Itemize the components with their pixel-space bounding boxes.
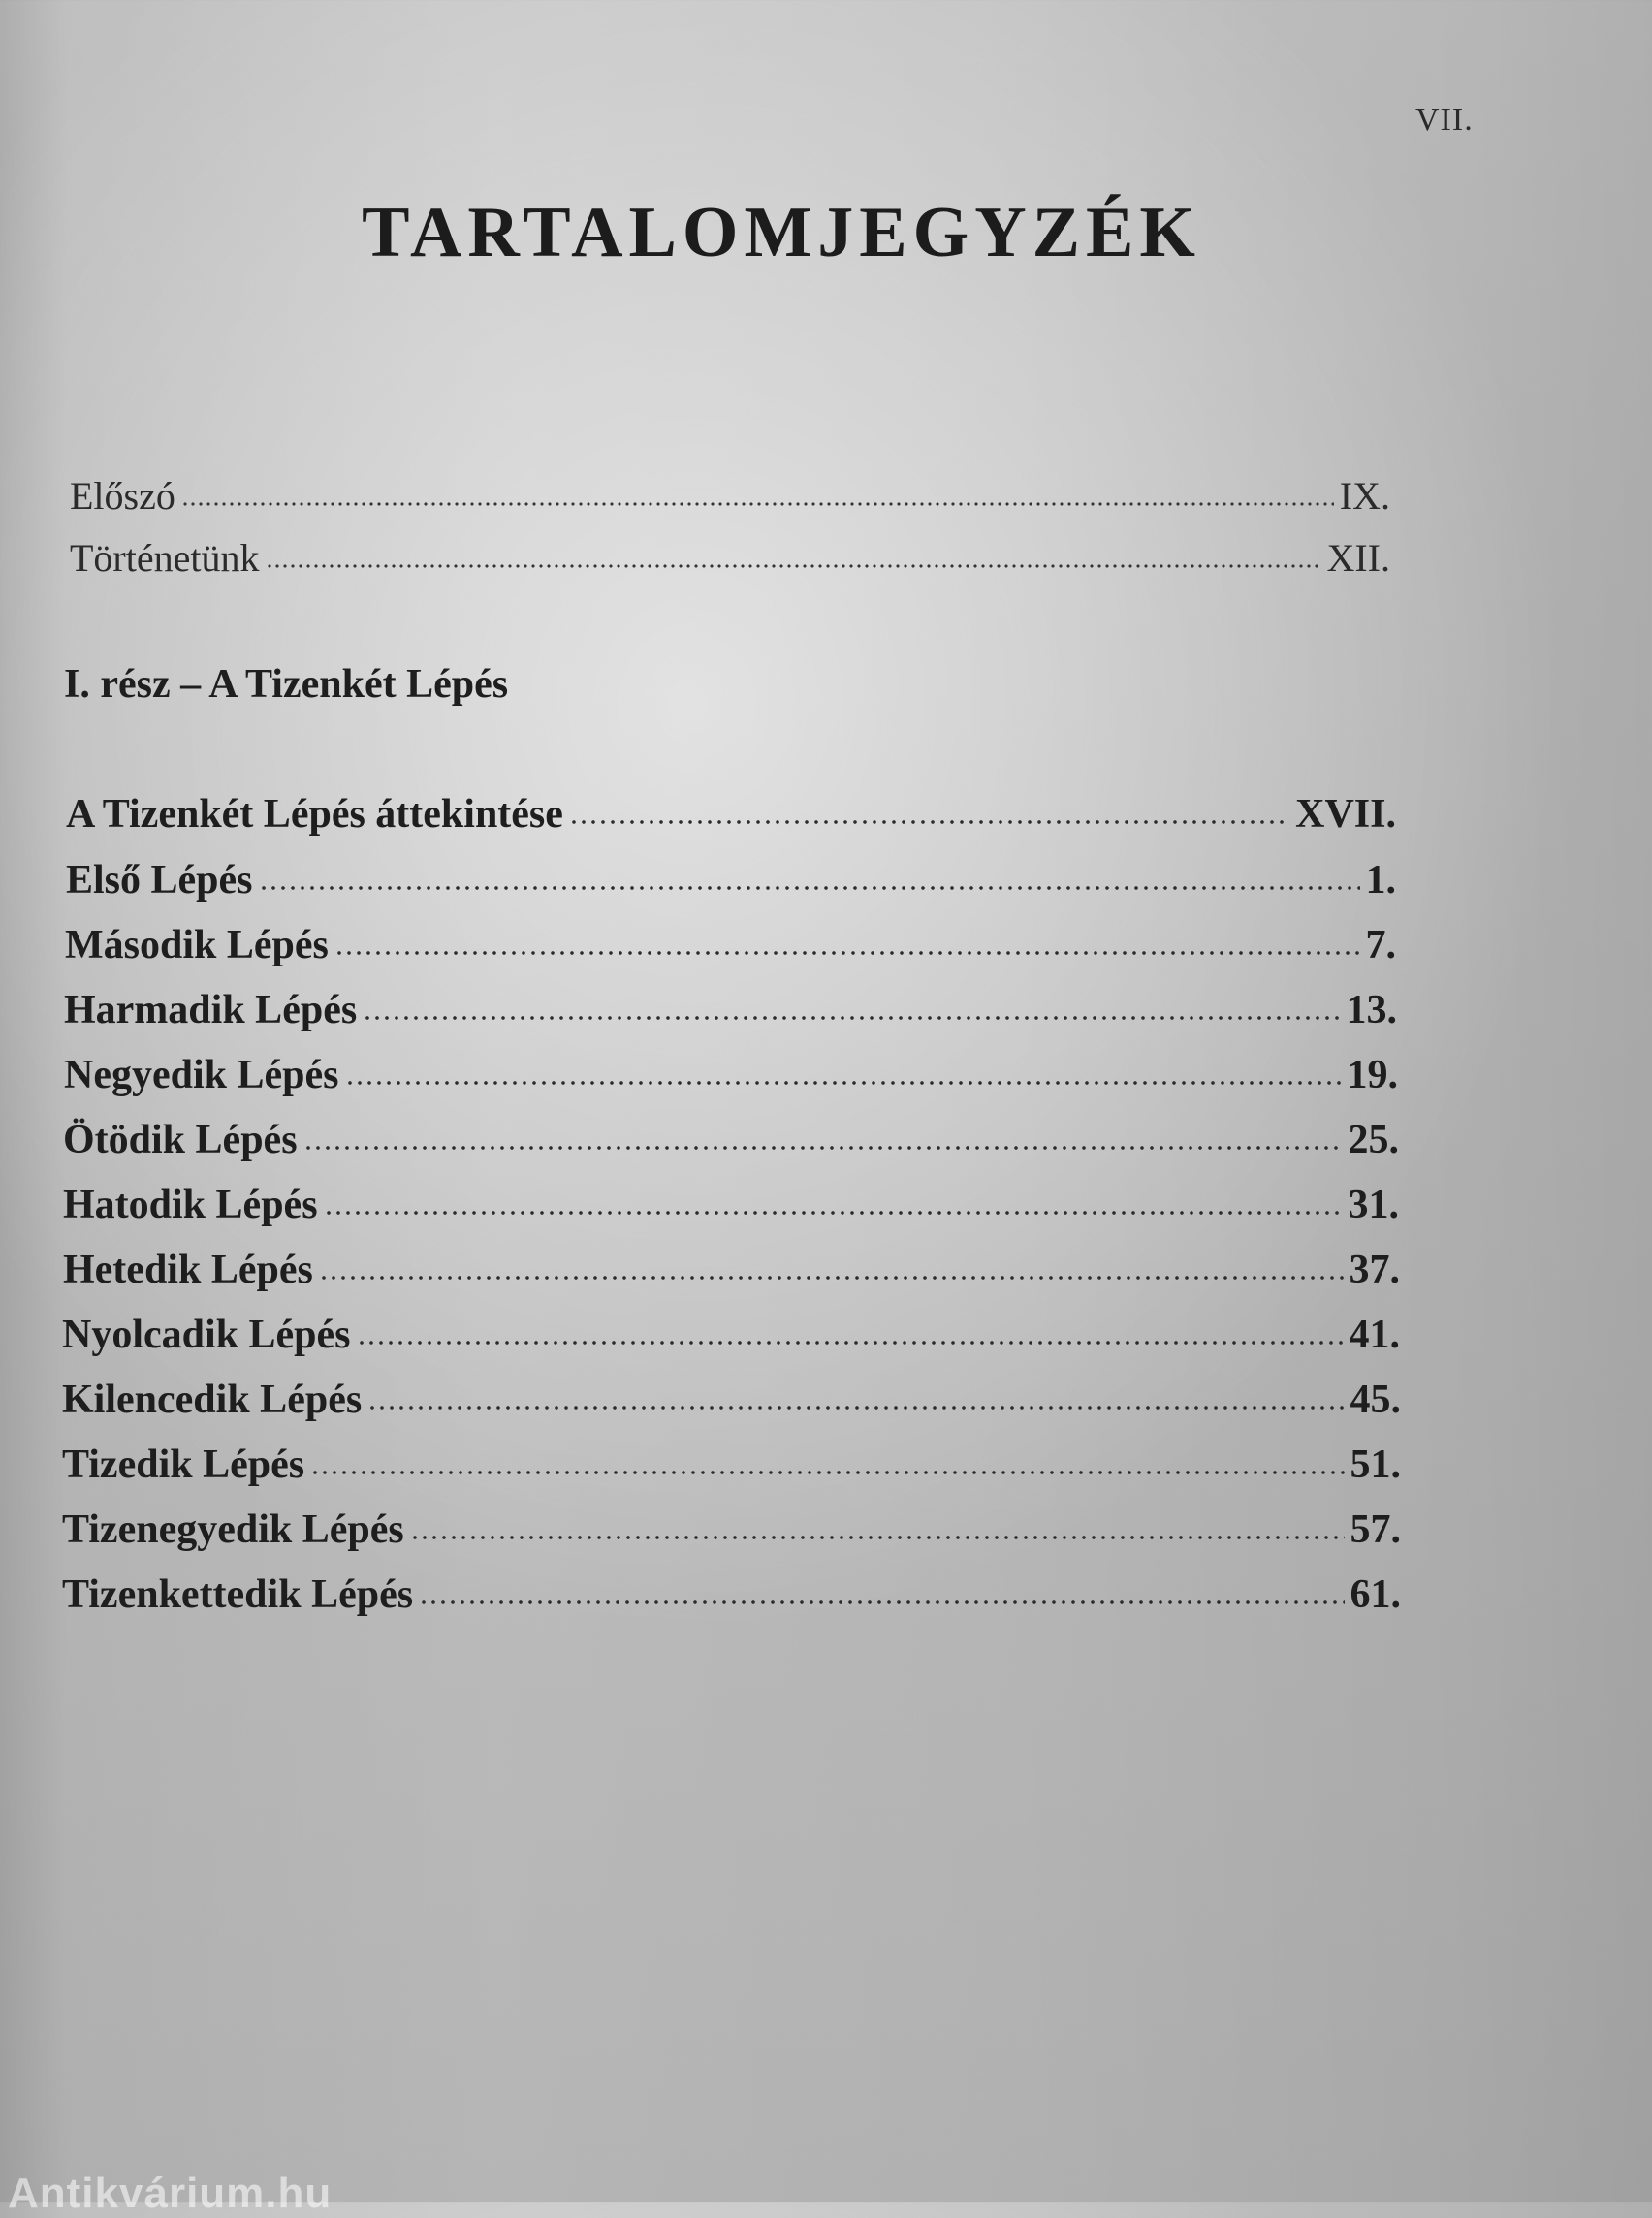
toc-entry-page: 31. bbox=[1348, 1183, 1399, 1227]
toc-entry-page: 45. bbox=[1350, 1378, 1401, 1422]
dot-leader bbox=[310, 1470, 1344, 1475]
toc-entry-front bbox=[70, 535, 1390, 581]
toc-entry-page: 41. bbox=[1349, 1313, 1400, 1357]
toc-entry-page: 61. bbox=[1350, 1572, 1401, 1617]
toc-entry-label: Második Lépés bbox=[65, 923, 329, 967]
toc-entry-step bbox=[63, 1182, 1399, 1228]
dot-leader bbox=[181, 501, 1334, 507]
toc-entry-page: 57. bbox=[1350, 1507, 1401, 1552]
toc-entry-page: 1. bbox=[1365, 858, 1396, 903]
dot-leader bbox=[410, 1535, 1345, 1540]
toc-entry-step bbox=[66, 791, 1396, 838]
toc-entry-step bbox=[63, 1117, 1399, 1163]
toc-entry-label: Első Lépés bbox=[66, 858, 253, 903]
toc-entry-label: Tizenegyedik Lépés bbox=[62, 1507, 404, 1552]
toc-entry-label: Ötödik Lépés bbox=[63, 1118, 298, 1162]
part-heading: I. rész – A Tizenkét Lépés bbox=[64, 662, 509, 707]
toc-entry-page: IX. bbox=[1339, 474, 1390, 518]
dot-leader bbox=[569, 819, 1289, 825]
toc-entry-page: 37. bbox=[1349, 1248, 1400, 1292]
toc-entry-step bbox=[62, 1442, 1401, 1488]
page-number: VII. bbox=[1415, 102, 1474, 138]
toc-entry-page: XII. bbox=[1326, 536, 1390, 580]
toc-entry-label: Harmadik Lépés bbox=[64, 988, 358, 1032]
toc-entry-page: 13. bbox=[1346, 988, 1397, 1032]
toc-entry-step bbox=[66, 857, 1396, 903]
toc-entry-label: Történetünk bbox=[70, 536, 260, 580]
toc-entry-label: Kilencedik Lépés bbox=[62, 1378, 363, 1422]
toc-entry-step bbox=[62, 1312, 1400, 1358]
toc-entry-step bbox=[63, 1247, 1400, 1293]
watermark: Antikvárium.hu bbox=[8, 2170, 333, 2217]
toc-entry-step bbox=[62, 1571, 1401, 1618]
toc-entry-label: A Tizenkét Lépés áttekintése bbox=[66, 792, 563, 837]
toc-entry-label: Hetedik Lépés bbox=[63, 1248, 313, 1292]
dot-leader bbox=[419, 1600, 1344, 1605]
toc-entry-label: Negyedik Lépés bbox=[64, 1053, 339, 1097]
dot-leader bbox=[345, 1080, 1342, 1086]
dot-leader bbox=[367, 1405, 1344, 1410]
toc-entry-step bbox=[62, 1377, 1401, 1423]
dot-leader bbox=[324, 1210, 1343, 1216]
dot-leader bbox=[357, 1340, 1344, 1346]
toc-entry-step bbox=[64, 1052, 1398, 1098]
toc-entry-page: 19. bbox=[1347, 1053, 1398, 1097]
toc-entry-page: XVII. bbox=[1295, 792, 1396, 837]
toc-entry-step bbox=[62, 1506, 1401, 1553]
dot-leader bbox=[266, 563, 1321, 569]
page-title: TARTALOMJEGYZÉK bbox=[362, 193, 1201, 272]
toc-entry-label: Előszó bbox=[70, 474, 175, 518]
toc-entry-page: 25. bbox=[1348, 1118, 1399, 1162]
dot-leader bbox=[363, 1015, 1340, 1021]
toc-entry-label: Nyolcadik Lépés bbox=[62, 1313, 351, 1357]
toc-entry-label: Tizenkettedik Lépés bbox=[62, 1572, 414, 1617]
toc-entry-label: Hatodik Lépés bbox=[63, 1183, 318, 1227]
toc-entry-step bbox=[64, 987, 1397, 1033]
toc-entry-page: 7. bbox=[1365, 923, 1396, 967]
dot-leader bbox=[319, 1275, 1344, 1281]
toc-entry-step bbox=[65, 922, 1396, 968]
dot-leader bbox=[259, 885, 1360, 891]
toc-entry-page: 51. bbox=[1350, 1442, 1401, 1487]
toc-entry-label: Tizedik Lépés bbox=[62, 1442, 305, 1487]
dot-leader bbox=[334, 950, 1360, 956]
toc-entry-front bbox=[70, 473, 1390, 519]
dot-leader bbox=[303, 1145, 1343, 1151]
